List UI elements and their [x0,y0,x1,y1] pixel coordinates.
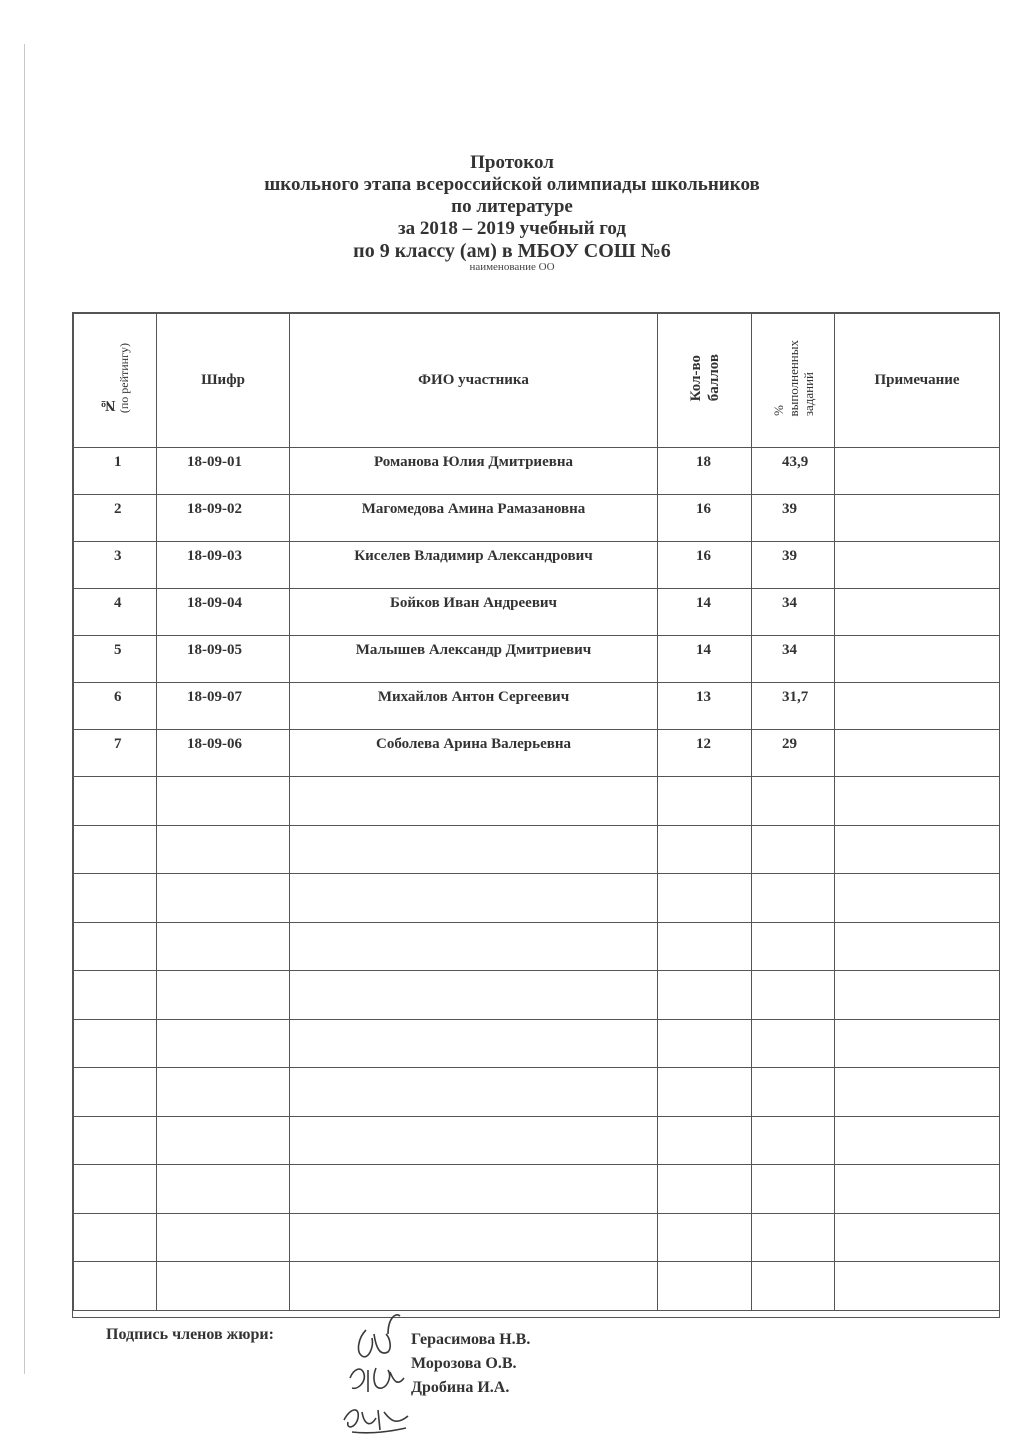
empty-cell [290,777,658,826]
empty-cell [835,825,1000,874]
empty-row [74,874,1000,923]
cell-rank: 4 [74,589,157,636]
cell-name: Малышев Александр Дмитриевич [290,636,658,683]
cell-percent: 34 [752,636,835,683]
document-header [0,152,1024,274]
cell-score: 13 [658,683,752,730]
table-row [74,683,1000,730]
table-row [74,730,1000,777]
cell-note [835,636,1000,683]
cell-percent: 39 [752,495,835,542]
empty-cell [752,1116,835,1165]
empty-cell [157,1068,290,1117]
cell-code: 18-09-05 [157,636,290,683]
empty-cell [752,1165,835,1214]
empty-cell [752,922,835,971]
empty-cell [658,1262,752,1311]
cell-name: Киселев Владимир Александрович [290,542,658,589]
cell-percent: 31,7 [752,683,835,730]
empty-cell [658,1019,752,1068]
cell-rank: 6 [74,683,157,730]
empty-cell [658,825,752,874]
empty-cell [290,1165,658,1214]
cell-rank: 1 [74,448,157,495]
empty-cell [290,874,658,923]
empty-cell [658,1165,752,1214]
empty-cell [752,1262,835,1311]
cell-rank: 5 [74,636,157,683]
header-code: Шифр [157,314,290,448]
empty-cell [290,825,658,874]
empty-cell [835,1165,1000,1214]
empty-row [74,1262,1000,1311]
header-rank-sub: (по рейтингу) [117,342,131,414]
school-caption: наименование ОО [469,261,555,273]
cell-code: 18-09-07 [157,683,290,730]
empty-row [74,1116,1000,1165]
empty-row [74,777,1000,826]
header-rank [74,314,157,448]
empty-cell [74,874,157,923]
empty-cell [290,971,658,1020]
cell-percent: 34 [752,589,835,636]
empty-cell [157,1019,290,1068]
empty-cell [752,777,835,826]
table-row [74,636,1000,683]
empty-cell [290,1019,658,1068]
empty-cell [835,1116,1000,1165]
cell-rank: 2 [74,495,157,542]
empty-cell [74,777,157,826]
cell-score: 16 [658,495,752,542]
empty-cell [658,1068,752,1117]
jury-member-name: Дробина И.А. [411,1379,510,1396]
empty-row [74,825,1000,874]
empty-row [74,1213,1000,1262]
header-name: ФИО участника [290,314,658,448]
results-table [73,313,1000,1311]
empty-cell [290,1213,658,1262]
empty-cell [658,971,752,1020]
cell-percent: 29 [752,730,835,777]
table-row [74,448,1000,495]
header-score [658,314,752,448]
empty-cell [157,971,290,1020]
signature-label: Подпись членов жюри: [106,1326,274,1343]
cell-rank: 3 [74,542,157,589]
empty-cell [157,777,290,826]
cell-score: 14 [658,589,752,636]
empty-cell [658,1213,752,1262]
empty-cell [752,825,835,874]
empty-row [74,1019,1000,1068]
empty-cell [157,1165,290,1214]
cell-code: 18-09-02 [157,495,290,542]
empty-cell [157,1116,290,1165]
empty-cell [658,777,752,826]
cell-note [835,542,1000,589]
table-row [74,589,1000,636]
empty-cell [658,1116,752,1165]
academic-year: за 2018 – 2019 учебный год [398,218,626,239]
empty-row [74,1165,1000,1214]
jury-member-name: Герасимова Н.В. [411,1331,531,1348]
header-percent-line3: заданий [800,372,816,417]
header-rank-symbol: № [100,397,116,414]
cell-code: 18-09-04 [157,589,290,636]
results-table-frame [72,312,1000,1318]
empty-cell [157,1213,290,1262]
empty-cell [835,1213,1000,1262]
empty-cell [658,874,752,923]
empty-cell [752,1068,835,1117]
empty-cell [74,1068,157,1117]
empty-cell [157,1262,290,1311]
empty-cell [157,874,290,923]
empty-cell [835,1262,1000,1311]
empty-cell [752,1213,835,1262]
cell-rank: 7 [74,730,157,777]
subject: по литературе [451,196,573,217]
empty-cell [658,922,752,971]
olympiad-stage: школьного этапа всероссийской олимпиады школьников [264,174,760,195]
jury-members [411,1328,530,1400]
cell-note [835,448,1000,495]
cell-percent: 43,9 [752,448,835,495]
empty-cell [752,971,835,1020]
jury-member-name: Морозова О.В. [411,1355,517,1372]
cell-note [835,589,1000,636]
empty-cell [157,825,290,874]
empty-cell [835,874,1000,923]
cell-note [835,495,1000,542]
header-percent-line1: % [770,405,786,417]
cell-name: Романова Юлия Дмитриевна [290,448,658,495]
empty-cell [752,1019,835,1068]
header-score-line1: Кол-во [687,355,704,402]
empty-cell [835,777,1000,826]
cell-name: Бойков Иван Андреевич [290,589,658,636]
empty-cell [835,1019,1000,1068]
empty-cell [74,1019,157,1068]
cell-note [835,683,1000,730]
cell-percent: 39 [752,542,835,589]
header-percent-line2: выполненных [785,339,801,417]
header-note: Примечание [835,314,1000,448]
cell-code: 18-09-01 [157,448,290,495]
empty-cell [290,922,658,971]
header-percent [752,314,835,448]
empty-cell [290,1116,658,1165]
table-header-row [74,314,1000,448]
cell-score: 18 [658,448,752,495]
jury-signatures [106,1326,706,1446]
document-title: Протокол [470,152,554,173]
empty-row [74,971,1000,1020]
cell-note [835,730,1000,777]
empty-cell [74,1213,157,1262]
empty-cell [835,922,1000,971]
cell-code: 18-09-06 [157,730,290,777]
empty-cell [74,1262,157,1311]
empty-cell [74,825,157,874]
table-row [74,542,1000,589]
empty-cell [835,1068,1000,1117]
cell-name: Михайлов Антон Сергеевич [290,683,658,730]
empty-cell [74,922,157,971]
empty-row [74,922,1000,971]
empty-cell [835,971,1000,1020]
table-row [74,495,1000,542]
empty-cell [74,1165,157,1214]
class-and-school: по 9 классу (ам) в МБОУ СОШ №6 [353,240,671,262]
cell-score: 12 [658,730,752,777]
empty-cell [290,1068,658,1117]
cell-name: Магомедова Амина Рамазановна [290,495,658,542]
handwritten-signatures-icon [328,1308,418,1448]
cell-name: Соболева Арина Валерьевна [290,730,658,777]
cell-score: 16 [658,542,752,589]
empty-cell [74,1116,157,1165]
empty-cell [290,1262,658,1311]
header-score-line2: баллов [705,354,722,402]
empty-cell [157,922,290,971]
cell-code: 18-09-03 [157,542,290,589]
empty-row [74,1068,1000,1117]
cell-score: 14 [658,636,752,683]
empty-cell [752,874,835,923]
empty-cell [74,971,157,1020]
